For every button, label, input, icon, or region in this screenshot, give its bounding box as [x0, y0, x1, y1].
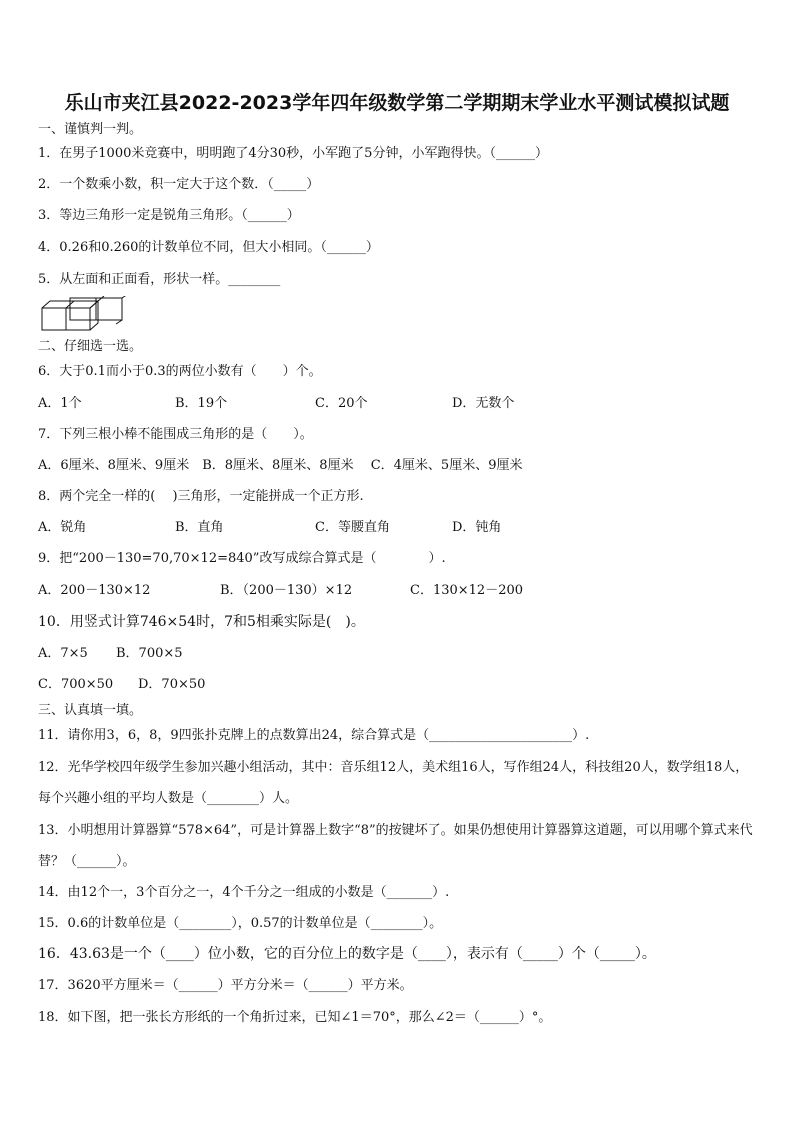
question-13: 13．小明想用计算器算“578×64”，可是计算器上数字“8”的按键坏了。如果仍想使用计算器算这道题，可以用哪个算式来代替？（______）。	[38, 823, 753, 869]
section-heading-3: 三、认真填一填。	[38, 703, 143, 718]
question-6: 6．大于0.1而小于0.3的两位小数有（ ）个。	[38, 364, 322, 379]
question-15: 15．0.6的计数单位是（________），0.57的计数单位是（________）。	[38, 916, 443, 931]
q9-option-a: A．200－130×12	[38, 583, 151, 598]
q9-option-b: B．（200－130）×12	[220, 583, 353, 598]
question-18: 18．如下图，把一张长方形纸的一个角折过来，已知∠1＝70°，那么∠2＝（______）°。	[38, 1010, 552, 1025]
q9-option-c: C．130×12－200	[410, 583, 524, 598]
question-3: 3．等边三角形一定是锐角三角形。（______）	[38, 208, 300, 223]
question-7: 7．下列三根小棒不能围成三角形的是（ ）。	[38, 427, 313, 442]
q10-option-b: B．700×5	[116, 646, 183, 661]
q10-option-d: D．70×50	[138, 677, 206, 692]
question-10: 10．用竖式计算746×54时，7和5相乘实际是( )。	[38, 614, 365, 630]
q6-option-d: D．无数个	[452, 396, 515, 411]
question-16: 16．43.63是一个（____）位小数，它的百分位上的数字是（____），表示有（_____）个（_____）。	[38, 946, 656, 962]
q10-option-a: A．7×5	[38, 646, 88, 661]
q8-option-c: C．等腰直角	[315, 520, 390, 535]
q7-options: A．6厘米、8厘米、9厘米 B．8厘米、8厘米、8厘米 C．4厘米、5厘米、9厘米	[38, 458, 523, 473]
q6-option-a: A．1个	[38, 396, 82, 411]
question-8: 8．两个完全一样的( )三角形，一定能拼成一个正方形.	[38, 489, 364, 504]
q8-option-a: A．锐角	[38, 520, 87, 535]
question-12: 12．光华学校四年级学生参加兴趣小组活动，其中：音乐组12人，美术组16人，写作组24人，科技组20人，数学组18人，每个兴趣小组的平均人数是（________）人。	[38, 760, 749, 806]
question-5: 5．从左面和正面看，形状一样。________	[38, 272, 281, 287]
cubes-figure	[40, 296, 130, 332]
question-2: 2．一个数乘小数，积一定大于这个数．（_____）	[38, 177, 320, 192]
question-1: 1．在男子1000米竞赛中，明明跑了4分30秒，小军跑了5分钟，小军跑得快。（______）	[38, 146, 548, 161]
question-9: 9．把“200－130=70,70×12=840”改写成综合算式是（ ）.	[38, 551, 446, 566]
q8-option-b: B．直角	[175, 520, 224, 535]
section-heading-1: 一、谨慎判一判。	[38, 122, 143, 137]
page-title: 乐山市夹江县2022-2023学年四年级数学第二学期期末学业水平测试模拟试题	[64, 92, 730, 114]
q10-option-c: C．700×50	[38, 677, 114, 692]
question-4: 4．0.26和0.260的计数单位不同，但大小相同。（______）	[38, 240, 379, 255]
question-11: 11．请你用3，6，8，9四张扑克牌上的点数算出24，综合算式是（______________________）.	[38, 728, 590, 743]
q8-option-d: D．钝角	[452, 520, 502, 535]
section-heading-2: 二、仔细选一选。	[38, 339, 143, 354]
q6-option-c: C．20个	[315, 396, 368, 411]
question-14: 14．由12个一，3个百分之一，4个千分之一组成的小数是（_______）.	[38, 885, 450, 900]
q6-option-b: B．19个	[175, 396, 228, 411]
question-17: 17．3620平方厘米＝（______）平方分米＝（______）平方米。	[38, 978, 413, 993]
